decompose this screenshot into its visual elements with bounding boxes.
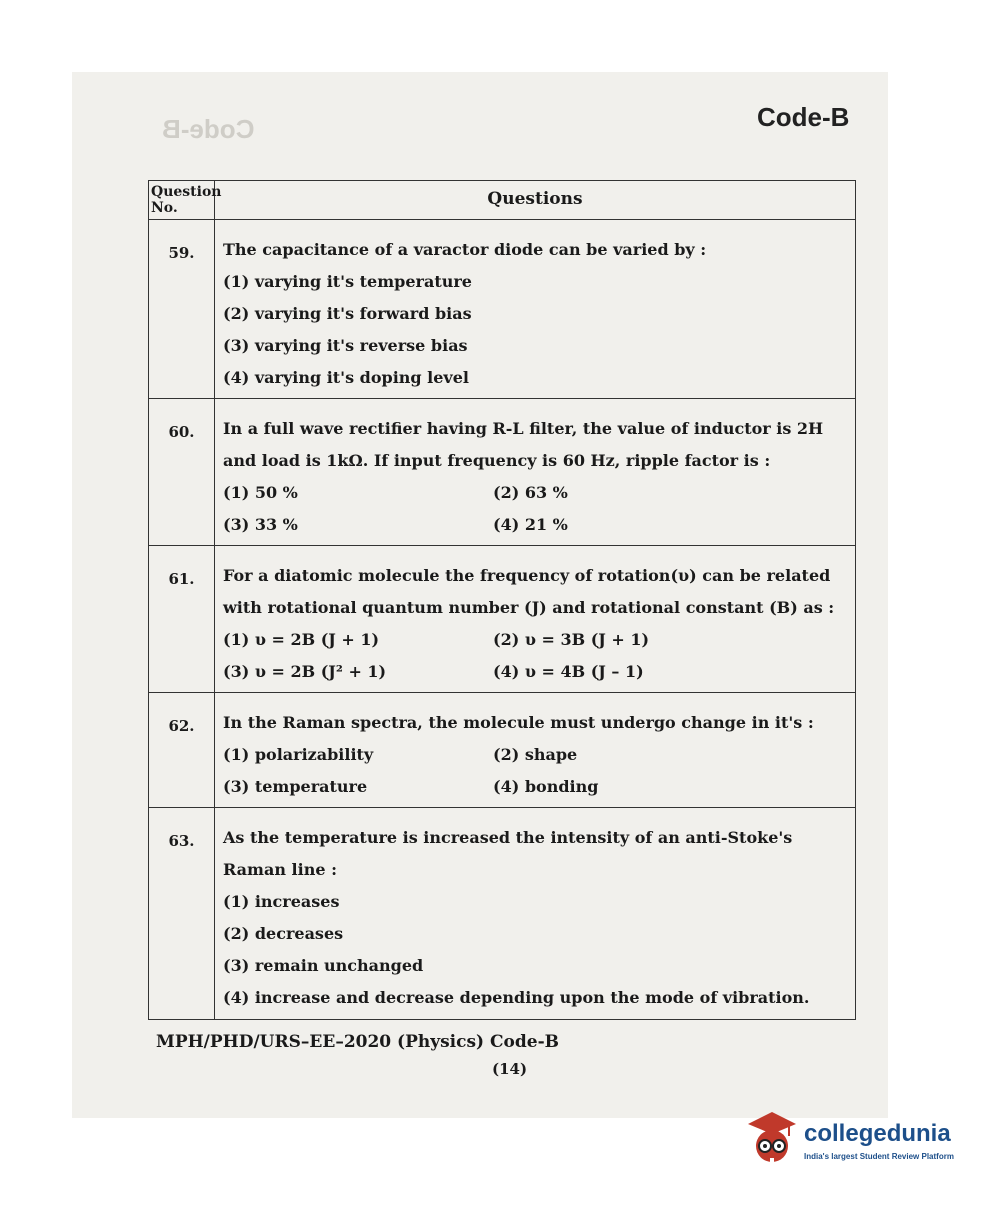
option: (2) varying it's forward bias	[223, 304, 472, 323]
question-number: 59.	[149, 220, 215, 399]
logo-wordmark: collegedunia	[804, 1120, 951, 1147]
option: (4) υ = 4B (J – 1)	[493, 662, 644, 681]
option: (3) varying it's reverse bias	[223, 336, 468, 355]
question-row	[149, 808, 856, 1020]
option: (3) 33 %	[223, 515, 298, 534]
option: (3) remain unchanged	[223, 956, 424, 975]
question-stem: The capacitance of a varactor diode can be varied by :	[223, 240, 707, 259]
question-stem: As the temperature is increased the intensity of an anti-Stoke's Raman line :	[223, 828, 793, 879]
option: (4) increase and decrease depending upon the mode of vibration.	[223, 988, 810, 1007]
question-stem: For a diatomic molecule the frequency of rotation(υ) can be related with rotational quantum number (J) and rotational constant (B) as :	[223, 566, 835, 617]
question-no-header: Question No.	[149, 181, 215, 220]
mascot-icon	[742, 1106, 802, 1176]
option: (2) shape	[493, 745, 578, 764]
questions-table	[148, 180, 856, 1020]
table-header-row	[149, 181, 856, 220]
questions-header: Questions	[215, 181, 856, 220]
option: (3) υ = 2B (J² + 1)	[223, 662, 387, 681]
option: (4) 21 %	[493, 515, 568, 534]
logo-tagline: India's largest Student Review Platform	[804, 1152, 954, 1161]
scanned-page	[72, 72, 888, 1118]
option: (2) 63 %	[493, 483, 568, 502]
option: (1) varying it's temperature	[223, 272, 472, 291]
option: (1) polarizability	[223, 745, 374, 764]
option: (2) decreases	[223, 924, 344, 943]
question-content	[215, 220, 856, 399]
option: (1) increases	[223, 892, 340, 911]
option: (2) υ = 3B (J + 1)	[493, 630, 650, 649]
question-row	[149, 546, 856, 693]
option: (4) bonding	[493, 777, 599, 796]
option: (3) temperature	[223, 777, 368, 796]
page-number: (14)	[492, 1060, 528, 1078]
question-content	[215, 693, 856, 808]
question-stem: In a full wave rectifier having R-L filter, the value of inductor is 2H and load is 1kΩ. If input frequency is 60 Hz, ripple factor is :	[223, 419, 824, 470]
question-row	[149, 220, 856, 399]
question-content	[215, 399, 856, 546]
question-number: 63.	[149, 808, 215, 1020]
collegedunia-logo	[742, 1106, 972, 1176]
option: (4) varying it's doping level	[223, 368, 469, 387]
question-number: 61.	[149, 546, 215, 693]
option: (1) υ = 2B (J + 1)	[223, 630, 380, 649]
question-number: 60.	[149, 399, 215, 546]
question-row	[149, 399, 856, 546]
option: (1) 50 %	[223, 483, 298, 502]
question-number: 62.	[149, 693, 215, 808]
bleed-through-code: Code-B	[162, 114, 255, 144]
question-stem: In the Raman spectra, the molecule must undergo change in it's :	[223, 713, 814, 732]
question-content	[215, 546, 856, 693]
exam-footer: MPH/PHD/URS–EE–2020 (Physics) Code-B	[156, 1032, 560, 1052]
question-row	[149, 693, 856, 808]
question-content	[215, 808, 856, 1020]
paper-code: Code-B	[757, 102, 850, 132]
